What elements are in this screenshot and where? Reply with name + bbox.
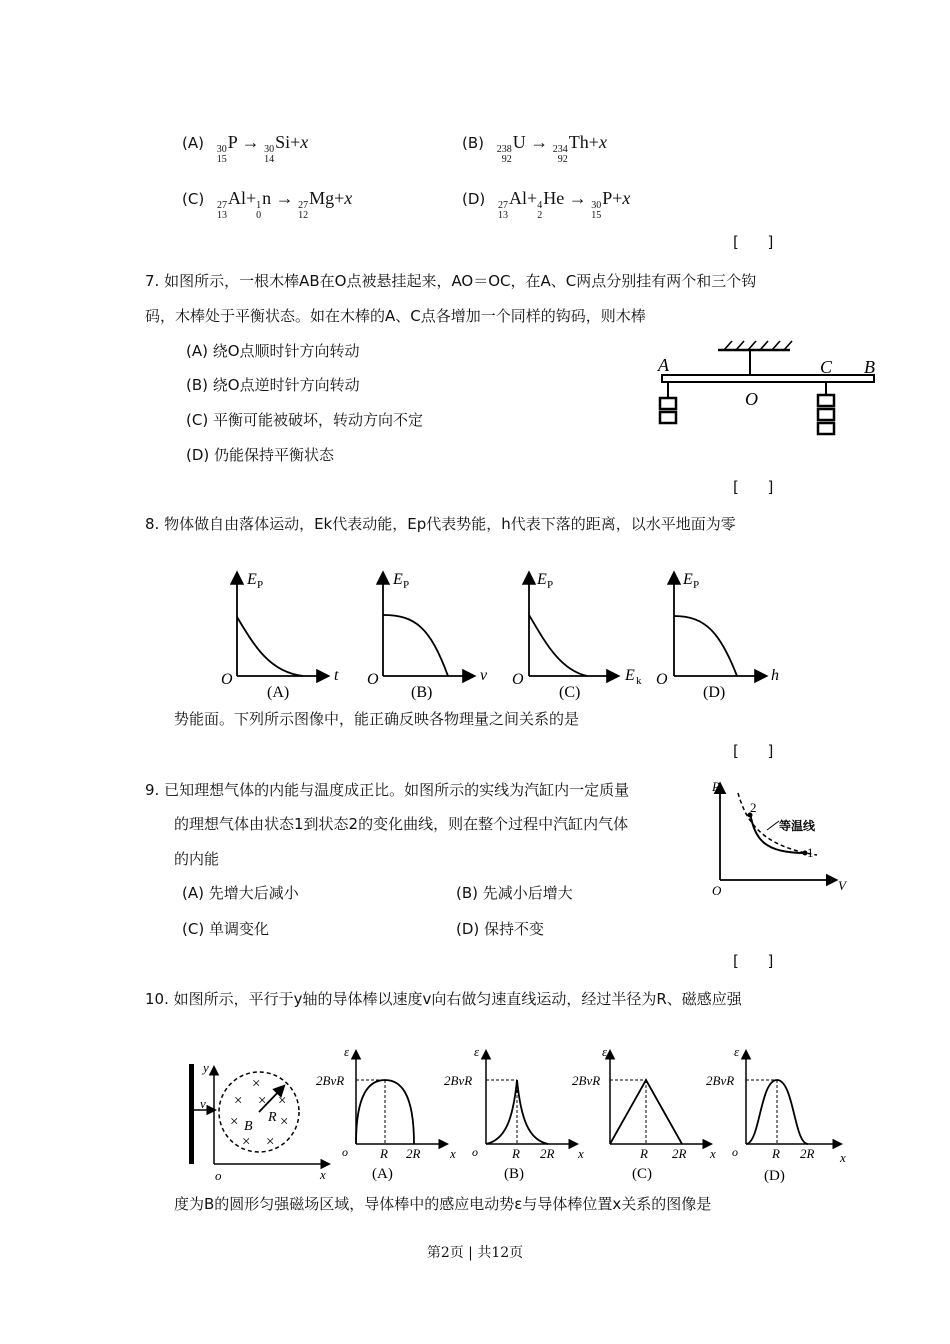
point-b-label: B bbox=[864, 357, 875, 377]
lever-figure bbox=[650, 335, 890, 445]
q6-option-c bbox=[182, 188, 352, 221]
q10-figures bbox=[180, 1040, 860, 1190]
atomic-number: 0 bbox=[256, 210, 262, 221]
element: P+ bbox=[602, 188, 623, 208]
tick-2r: 2R bbox=[672, 1146, 687, 1161]
question-8-stem-cont: 势能面。下列所示图像中，能正确反映各物理量之间关系的是 bbox=[174, 710, 580, 728]
element: Si+ bbox=[275, 132, 301, 152]
graph-label: (A) bbox=[372, 1166, 393, 1182]
mass-number: 1 bbox=[256, 200, 262, 211]
q7-option-d: (D) 仍能保持平衡状态 bbox=[186, 446, 335, 464]
graph-label: (B) bbox=[504, 1166, 524, 1182]
question-9-stem-cont2: 的内能 bbox=[174, 850, 220, 868]
element: Al+ bbox=[509, 188, 538, 208]
svg-text:×: × bbox=[278, 1093, 287, 1109]
origin-label: O bbox=[656, 671, 668, 688]
axis-p-label: P bbox=[712, 779, 720, 794]
origin-label: o bbox=[472, 1145, 478, 1159]
axis-x-label: x bbox=[320, 1167, 326, 1182]
state-2-label: 2 bbox=[750, 800, 757, 815]
tick-r: R bbox=[640, 1146, 648, 1161]
axis-y-label: E bbox=[393, 571, 403, 588]
q6-option-b bbox=[462, 132, 607, 165]
peak-label: 2BvR bbox=[572, 1073, 601, 1088]
option-label: (A) bbox=[182, 134, 204, 152]
element: n bbox=[262, 188, 272, 208]
question-10-stem: 10. 如图所示，平行于y轴的导体棒以速度v向右做匀速直线运动，经过半径为R、磁感应强 bbox=[145, 990, 742, 1008]
arrow: → bbox=[275, 188, 294, 208]
graph-c bbox=[512, 571, 642, 701]
mass-number: 234 bbox=[552, 144, 568, 155]
tick-r: R bbox=[380, 1146, 388, 1161]
origin-label: o bbox=[732, 1145, 738, 1159]
answer-bracket: [ ] bbox=[733, 233, 774, 251]
axis-x-sub: k bbox=[636, 675, 642, 687]
question-7-stem-cont: 码，木棒处于平衡状态。如在木棒的A、C点各增加一个同样的钩码，则木棒 bbox=[145, 307, 646, 325]
axis-x-label: x bbox=[710, 1146, 716, 1161]
page-footer: 第2页 | 共12页 bbox=[426, 1245, 524, 1261]
graph-label: (C) bbox=[559, 684, 581, 701]
q7-option-a: (A) 绕O点顺时针方向转动 bbox=[186, 342, 360, 360]
tick-r: R bbox=[772, 1146, 780, 1161]
emf-graph-d bbox=[706, 1044, 846, 1184]
emf-label: ε bbox=[734, 1044, 740, 1059]
tick-2r: 2R bbox=[406, 1146, 421, 1161]
axis-y-label: E bbox=[683, 571, 693, 588]
q6-option-d bbox=[462, 188, 630, 221]
emf-graph-a bbox=[316, 1044, 456, 1182]
element: He bbox=[543, 188, 565, 208]
axis-x-label: t bbox=[334, 667, 339, 684]
axis-x-label: x bbox=[578, 1146, 584, 1161]
atomic-number: 15 bbox=[216, 154, 227, 165]
field-setup bbox=[189, 1060, 328, 1183]
option-label: (B) bbox=[462, 134, 484, 152]
mass-number: 30 bbox=[216, 144, 227, 155]
emf-label: ε bbox=[344, 1044, 350, 1059]
svg-text:×: × bbox=[280, 1114, 289, 1130]
q8-graphs bbox=[215, 562, 805, 707]
element: Al+ bbox=[227, 188, 257, 208]
graph-d bbox=[656, 571, 779, 701]
unknown-x: x bbox=[622, 188, 631, 208]
svg-text:×: × bbox=[230, 1114, 239, 1130]
arrow: → bbox=[568, 188, 587, 208]
graph-label: (B) bbox=[411, 684, 433, 701]
emf-graph-b bbox=[444, 1044, 584, 1182]
axis-x-label: h bbox=[771, 667, 779, 684]
atomic-number: 13 bbox=[498, 210, 509, 221]
origin-label: O bbox=[512, 671, 524, 688]
atomic-number: 92 bbox=[501, 154, 512, 165]
element: P bbox=[227, 132, 238, 152]
answer-bracket: [ ] bbox=[733, 742, 774, 760]
atomic-number: 15 bbox=[591, 210, 602, 221]
question-10-stem-cont: 度为B的圆形匀强磁场区域，导体棒中的感应电动势ε与导体棒位置x关系的图像是 bbox=[174, 1195, 712, 1213]
point-a-label: A bbox=[658, 355, 669, 375]
emf-label: ε bbox=[474, 1044, 480, 1059]
unknown-x: x bbox=[344, 188, 353, 208]
mass-number: 30 bbox=[591, 200, 602, 211]
q9-option-b: (B) 先减小后增大 bbox=[456, 884, 573, 902]
tick-2r: 2R bbox=[800, 1146, 815, 1161]
q6-option-a bbox=[182, 132, 308, 165]
mass-number: 27 bbox=[298, 200, 309, 211]
peak-label: 2BvR bbox=[706, 1073, 735, 1088]
origin-label: o bbox=[342, 1145, 348, 1159]
question-7-stem: 7. 如图所示，一根木棒AB在O点被悬挂起来，AO＝OC，在A、C两点分别挂有两个和三个钩 bbox=[145, 272, 757, 290]
origin-label: O bbox=[367, 671, 379, 688]
axis-x-label: v bbox=[480, 667, 488, 684]
atomic-number: 92 bbox=[557, 154, 568, 165]
question-9-stem-cont: 的理想气体由状态1到状态2的变化曲线，则在整个过程中汽缸内气体 bbox=[174, 815, 629, 833]
mass-number: 27 bbox=[216, 200, 227, 211]
graph-label: (C) bbox=[632, 1166, 652, 1182]
point-o-label: O bbox=[745, 389, 758, 409]
atomic-number: 13 bbox=[216, 210, 227, 221]
emf-graph-c bbox=[572, 1044, 716, 1182]
field-b-label: B bbox=[244, 1119, 253, 1134]
isotherm-label: 等温线 bbox=[779, 819, 816, 833]
question-8-stem: 8. 物体做自由落体运动，Ek代表动能，Ep代表势能，h代表下落的距离，以水平地面为零 bbox=[145, 515, 736, 533]
axis-x-label: E bbox=[625, 667, 635, 684]
axis-y-label: E bbox=[537, 571, 547, 588]
mass-number: 30 bbox=[264, 144, 275, 155]
state-1-label: 1 bbox=[807, 845, 814, 860]
arrow: → bbox=[530, 132, 549, 152]
origin-label: O bbox=[712, 883, 722, 898]
axis-y-label: y bbox=[203, 1060, 209, 1075]
answer-bracket: [ ] bbox=[733, 478, 774, 496]
graph-label: (D) bbox=[703, 684, 726, 701]
tick-2r: 2R bbox=[540, 1146, 555, 1161]
q7-option-b: (B) 绕O点逆时针方向转动 bbox=[186, 376, 360, 394]
unknown-x: x bbox=[300, 132, 309, 152]
unknown-x: x bbox=[598, 132, 607, 152]
svg-text:×: × bbox=[242, 1134, 251, 1150]
axis-y-sub: P bbox=[547, 579, 554, 591]
axis-x-label: x bbox=[450, 1146, 456, 1161]
option-label: (C) bbox=[182, 190, 205, 208]
point-c-label: C bbox=[820, 357, 833, 377]
svg-text:×: × bbox=[252, 1076, 261, 1092]
axis-x-label: x bbox=[840, 1150, 846, 1165]
element: Mg+ bbox=[309, 188, 345, 208]
graph-label: (D) bbox=[764, 1168, 785, 1184]
q7-option-c: (C) 平衡可能被破坏，转动方向不定 bbox=[186, 411, 423, 429]
axis-v-label: V bbox=[838, 878, 846, 893]
radius-label: R bbox=[268, 1110, 277, 1125]
atomic-number: 12 bbox=[298, 210, 309, 221]
origin-label: O bbox=[221, 671, 233, 688]
origin-label: o bbox=[215, 1168, 222, 1183]
q9-option-c: (C) 单调变化 bbox=[182, 920, 269, 938]
svg-text:×: × bbox=[234, 1093, 243, 1109]
atomic-number: 2 bbox=[537, 210, 543, 221]
axis-y-sub: P bbox=[257, 579, 264, 591]
svg-text:×: × bbox=[266, 1134, 275, 1150]
option-label: (D) bbox=[462, 190, 486, 208]
question-9-stem: 9. 已知理想气体的内能与温度成正比。如图所示的实线为汽缸内一定质量 bbox=[145, 781, 630, 799]
emf-label: ε bbox=[602, 1044, 608, 1059]
mass-number: 238 bbox=[496, 144, 512, 155]
element: U bbox=[512, 132, 526, 152]
axis-y-label: E bbox=[247, 571, 257, 588]
axis-y-sub: P bbox=[403, 579, 410, 591]
graph-label: (A) bbox=[267, 684, 290, 701]
q9-option-d: (D) 保持不变 bbox=[456, 920, 545, 938]
svg-text:×: × bbox=[258, 1093, 267, 1109]
graph-b bbox=[367, 571, 488, 701]
peak-label: 2BvR bbox=[316, 1073, 345, 1088]
graph-a bbox=[221, 571, 339, 701]
peak-label: 2BvR bbox=[444, 1073, 473, 1088]
mass-number: 27 bbox=[498, 200, 509, 211]
element: Th+ bbox=[568, 132, 599, 152]
velocity-label: v bbox=[200, 1096, 206, 1111]
axis-y-sub: P bbox=[693, 579, 700, 591]
q9-option-a: (A) 先增大后减小 bbox=[182, 884, 299, 902]
pv-diagram bbox=[705, 775, 855, 900]
arrow: → bbox=[241, 132, 260, 152]
mass-number: 4 bbox=[537, 200, 543, 211]
answer-bracket: [ ] bbox=[733, 952, 774, 970]
tick-r: R bbox=[512, 1146, 520, 1161]
atomic-number: 14 bbox=[264, 154, 275, 165]
